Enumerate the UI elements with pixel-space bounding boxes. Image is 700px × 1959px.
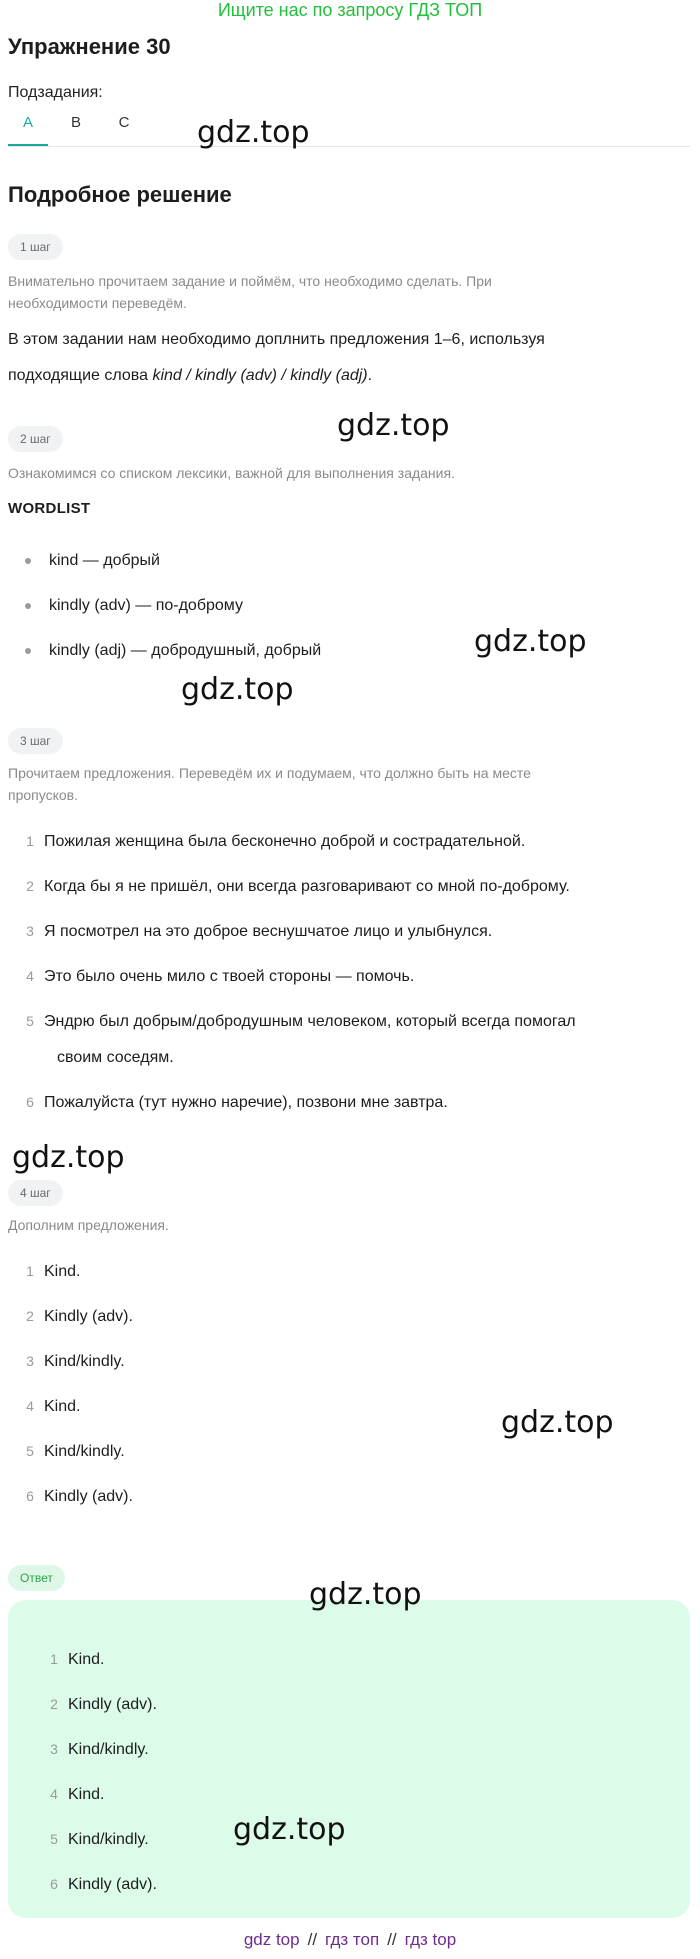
sentence-row bbox=[16, 1010, 576, 1069]
wordlist-item bbox=[25, 642, 321, 660]
row-text: Я посмотрел на это доброе веснушчатое лицо и улыбнулся. bbox=[44, 923, 493, 940]
row-number: 5 bbox=[50, 1831, 58, 1847]
watermark: gdz.top bbox=[309, 1577, 422, 1612]
row-text: Kind/kindly. bbox=[68, 1831, 149, 1848]
row-number: 3 bbox=[26, 1353, 34, 1369]
row-text: Kind. bbox=[68, 1651, 105, 1668]
subtasks-label: Подзадания: bbox=[8, 84, 103, 101]
bullet-dot bbox=[25, 648, 31, 654]
answer-row bbox=[40, 1693, 157, 1716]
solution-title: Подробное решение bbox=[8, 182, 232, 207]
exercise-title: Упражнение 30 bbox=[8, 34, 171, 59]
row-text: Kindly (adv). bbox=[44, 1308, 133, 1325]
fill-row bbox=[16, 1350, 125, 1373]
step-1-text-line-2 bbox=[8, 358, 545, 394]
answer-row bbox=[40, 1828, 149, 1851]
step-3-hint bbox=[8, 762, 531, 806]
watermark: gdz.top bbox=[233, 1812, 346, 1847]
row-number: 2 bbox=[26, 1308, 34, 1324]
row-number: 2 bbox=[26, 878, 34, 894]
step-4-badge: 4 шаг bbox=[8, 1180, 63, 1206]
row-number: 1 bbox=[50, 1651, 58, 1667]
watermark: gdz.top bbox=[12, 1140, 125, 1175]
wordlist-title: WORDLIST bbox=[8, 500, 91, 517]
bullet-dot bbox=[25, 558, 31, 564]
sentence-row bbox=[16, 830, 525, 853]
tab-a[interactable]: A bbox=[8, 114, 48, 142]
footer-separator: // bbox=[307, 1930, 318, 1949]
answer-row bbox=[40, 1738, 149, 1761]
step-1-text-end: . bbox=[367, 367, 373, 384]
watermark: gdz.top bbox=[181, 672, 294, 707]
tab-c[interactable]: C bbox=[118, 114, 130, 131]
row-text: Пожалуйста (тут нужно наречие), позвони мне завтра. bbox=[44, 1094, 448, 1111]
watermark: gdz.top bbox=[501, 1405, 614, 1440]
step-2-hint: Ознакомимся со списком лексики, важной для выполнения задания. bbox=[8, 465, 455, 481]
row-number: 1 bbox=[26, 833, 34, 849]
search-banner: Ищите нас по запросу ГДЗ ТОП bbox=[217, 0, 483, 20]
step-1-hint-line-1: Внимательно прочитаем задание и поймём, что необходимо сделать. При bbox=[8, 273, 492, 289]
row-text: Эндрю был добрым/добродушным человеком, который всегда помогал bbox=[44, 1013, 576, 1030]
fill-row bbox=[16, 1305, 133, 1328]
sentence-row bbox=[16, 965, 414, 988]
wordlist-item bbox=[25, 597, 243, 615]
step-1-badge: 1 шаг bbox=[8, 234, 63, 260]
sentence-row bbox=[16, 920, 492, 943]
row-number: 2 bbox=[50, 1696, 58, 1712]
sentence-row bbox=[16, 875, 570, 898]
step-1-hint-line-2: необходимости переведём. bbox=[8, 295, 187, 311]
row-number: 6 bbox=[50, 1876, 58, 1892]
step-1-text bbox=[8, 322, 545, 394]
fill-row bbox=[16, 1260, 80, 1283]
step-1-text-italic: kind / kindly (adv) / kindly (adj) bbox=[152, 367, 368, 384]
footer-link-1[interactable]: gdz top bbox=[243, 1930, 300, 1949]
row-text: Kind/kindly. bbox=[68, 1741, 149, 1758]
watermark: gdz.top bbox=[337, 408, 450, 443]
tabs-divider bbox=[8, 146, 690, 147]
answer-badge: Ответ bbox=[8, 1565, 65, 1591]
step-3-hint-line-1: Прочитаем предложения. Переведём их и подумаем, что должно быть на месте bbox=[8, 765, 531, 781]
row-text: Это было очень мило с твоей стороны — помочь. bbox=[44, 968, 415, 985]
row-number: 4 bbox=[50, 1786, 58, 1802]
row-number: 6 bbox=[26, 1094, 34, 1110]
fill-row bbox=[16, 1485, 133, 1508]
step-1-text-line-1: В этом задании нам необходимо доплнить предложения 1–6, используя bbox=[8, 331, 545, 348]
row-text: Kindly (adv). bbox=[68, 1696, 157, 1713]
wordlist-item-text: kindly (adv) — по-доброму bbox=[49, 597, 243, 614]
answer-row bbox=[40, 1873, 157, 1896]
row-number: 4 bbox=[26, 1398, 34, 1414]
watermark: gdz.top bbox=[474, 624, 587, 659]
row-number: 3 bbox=[26, 923, 34, 939]
step-1-hint bbox=[8, 270, 492, 314]
row-number: 5 bbox=[26, 1443, 34, 1459]
wordlist-item-text: kindly (adj) — добродушный, добрый bbox=[49, 642, 322, 659]
sentence-row bbox=[16, 1091, 448, 1114]
footer-link-3[interactable]: гдз top bbox=[404, 1930, 457, 1949]
footer-links bbox=[0, 1930, 700, 1950]
row-number: 3 bbox=[50, 1741, 58, 1757]
row-number: 6 bbox=[26, 1488, 34, 1504]
step-4-hint: Дополним предложения. bbox=[8, 1217, 169, 1233]
step-3-hint-line-2: пропусков. bbox=[8, 787, 78, 803]
row-text: Kind. bbox=[44, 1398, 81, 1415]
fill-row bbox=[16, 1395, 80, 1418]
wordlist-item-text: kind — добрый bbox=[49, 552, 160, 569]
footer-separator: // bbox=[387, 1930, 397, 1949]
row-text: Когда бы я не пришёл, они всегда разговаривают со мной по-доброму. bbox=[44, 878, 570, 895]
row-text: Kind/kindly. bbox=[44, 1353, 125, 1370]
footer-link-2[interactable]: гдз топ bbox=[325, 1930, 380, 1949]
watermark: gdz.top bbox=[197, 115, 310, 150]
row-text: Пожилая женщина была бесконечно доброй и сострадательной. bbox=[44, 833, 526, 850]
answer-row bbox=[40, 1783, 104, 1806]
row-text: Kindly (adv). bbox=[68, 1876, 157, 1893]
step-1-text-plain: подходящие слова bbox=[8, 367, 153, 384]
row-text: Kind. bbox=[68, 1786, 105, 1803]
row-text: Kind. bbox=[44, 1263, 81, 1280]
tab-b[interactable]: B bbox=[70, 114, 81, 131]
fill-row bbox=[16, 1440, 125, 1463]
wordlist-item bbox=[25, 552, 160, 570]
step-2-badge: 2 шаг bbox=[8, 426, 63, 452]
row-text: Kindly (adv). bbox=[44, 1488, 133, 1505]
step-3-badge: 3 шаг bbox=[8, 728, 63, 754]
subtask-tabs bbox=[8, 114, 152, 142]
bullet-dot bbox=[25, 603, 31, 609]
answer-row bbox=[40, 1648, 104, 1671]
row-number: 4 bbox=[26, 968, 34, 984]
row-text: Kind/kindly. bbox=[44, 1443, 125, 1460]
row-number: 5 bbox=[26, 1013, 34, 1029]
row-number: 1 bbox=[26, 1263, 34, 1279]
row-text-continuation: своим соседям. bbox=[57, 1049, 174, 1066]
